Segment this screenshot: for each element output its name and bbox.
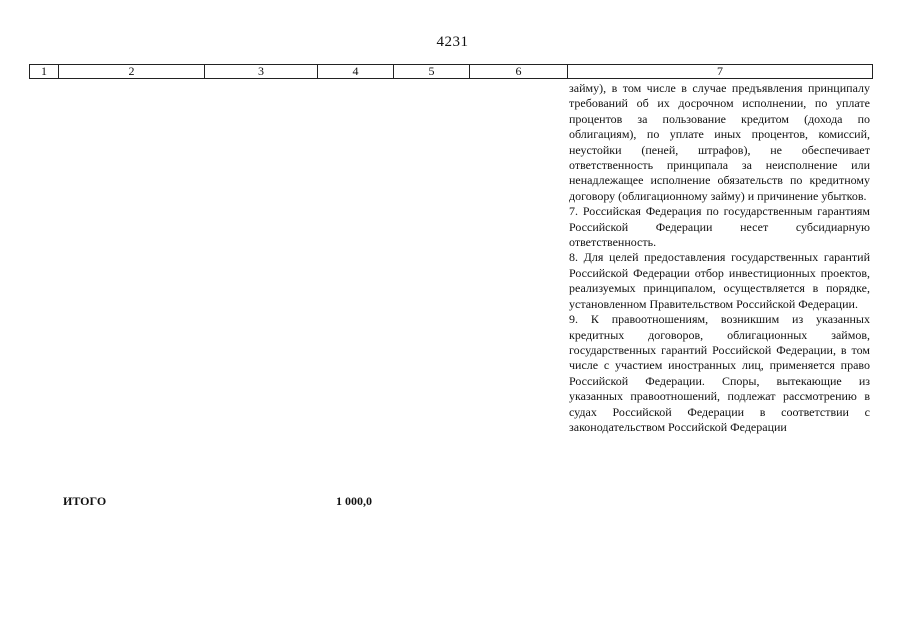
paragraph-9: 9. К правоотношениям, возникшим из указанных кредитных договоров, облигационных займов, государственных гарантий Российской Федерации, в том числе с участием иностранных лиц, применяется право Российской Федерации. Споры, вытекающие из указанных правоотношений, подлежат рассмотрению в судах Российской Федерации в соответствии с законодательством Российской Федерации xyxy=(569,312,870,434)
column-header-7: 7 xyxy=(717,64,723,78)
column-header-4: 4 xyxy=(318,65,394,78)
column-header-2: 2 xyxy=(59,65,205,78)
table-header-row xyxy=(29,64,873,79)
paragraph-guarantee-scope: займу), в том числе в случае предъявления принципалу требований об их досрочном исполнении, по уплате процентов за пользование кредитом (дохода по облигациям), по уплате иных процентов, комиссий, неустойки (пеней, штрафов), не обеспечивает ответственность принципала за неисполнение или ненадлежащее исполнение обязательств по кредитному договору (облигационному займу) и причинение убытков. xyxy=(569,81,870,203)
paragraph-8: 8. Для целей предоставления государственных гарантий Российской Федерации отбор инвестиционных проектов, реализуемых принципалом, осуществляется в порядке, установленном Правительством Российской Федерации. xyxy=(569,250,870,311)
column-header-3: 3 xyxy=(205,65,318,78)
total-value: 1 000,0 xyxy=(336,494,372,508)
column-header-5: 5 xyxy=(394,65,470,78)
page-number: 4231 xyxy=(436,34,469,50)
total-label: ИТОГО xyxy=(63,494,107,508)
column-header-6: 6 xyxy=(470,65,568,78)
column-7-text xyxy=(569,81,870,435)
column-header-1: 1 xyxy=(30,65,59,78)
paragraph-7: 7. Российская Федерация по государственным гарантиям Российской Федерации несет субсидиарную ответственность. xyxy=(569,204,870,250)
